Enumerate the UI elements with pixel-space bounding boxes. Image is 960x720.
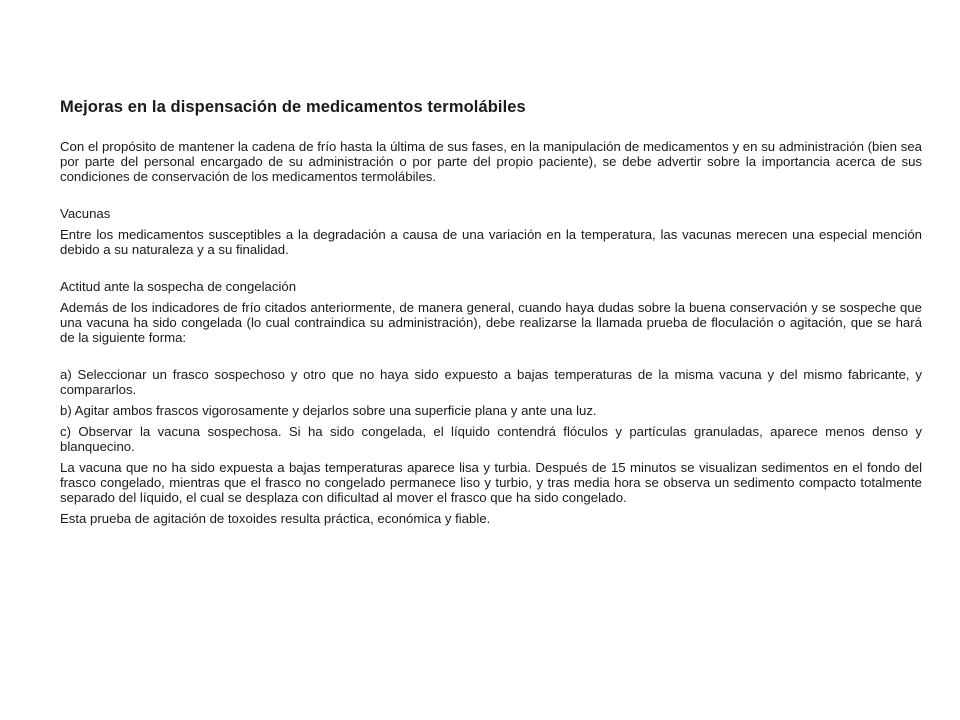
conclusion-paragraph: Esta prueba de agitación de toxoides resulta práctica, económica y fiable. xyxy=(60,511,491,526)
step-b-paragraph: b) Agitar ambos frascos vigorosamente y dejarlos sobre una superficie plana y ante una luz. xyxy=(60,403,597,418)
step-c-paragraph: c) Observar la vacuna sospechosa. Si ha sido congelada, el líquido contendrá flóculos y partículas granuladas, aparece menos denso y blanquecino. xyxy=(60,424,922,454)
result-paragraph: La vacuna que no ha sido expuesta a bajas temperaturas aparece lisa y turbia. Después de 15 minutos se visualizan sedimentos en el fondo del frasco congelado, mientras que el frasco no congelado permanece liso y turbio, y tras media hora se observa un sedimento compacto totalmente separado del líquido, el cual se desplaza con dificultad al mover el frasco que ha sido congelado. xyxy=(60,460,922,505)
intro-paragraph: Con el propósito de mantener la cadena de frío hasta la última de sus fases, en la manipulación de medicamentos y en su administración (bien sea por parte del personal encargado de su administración o por parte del propio paciente), se debe advertir sobre la importancia acerca de sus condiciones de conservación de los medicamentos termolábiles. xyxy=(60,139,922,184)
vacunas-paragraph: Entre los medicamentos susceptibles a la degradación a causa de una variación en la temperatura, las vacunas merecen una especial mención debido a su naturaleza y a su finalidad. xyxy=(60,227,922,257)
vacunas-heading: Vacunas xyxy=(60,206,111,221)
step-a-paragraph: a) Seleccionar un frasco sospechoso y otro que no haya sido expuesto a bajas temperaturas de la misma vacuna y del mismo fabricante, y compararlos. xyxy=(60,367,922,397)
actitud-paragraph: Además de los indicadores de frío citados anteriormente, de manera general, cuando haya dudas sobre la buena conservación y se sospeche que una vacuna ha sido congelada (lo cual contraindica su administración), debe realizarse la llamada prueba de floculación o agitación, que se hará de la siguiente forma: xyxy=(60,300,922,345)
document-page xyxy=(60,98,922,526)
document-title: Mejoras en la dispensación de medicamentos termolábiles xyxy=(60,98,526,116)
actitud-heading: Actitud ante la sospecha de congelación xyxy=(60,279,297,294)
